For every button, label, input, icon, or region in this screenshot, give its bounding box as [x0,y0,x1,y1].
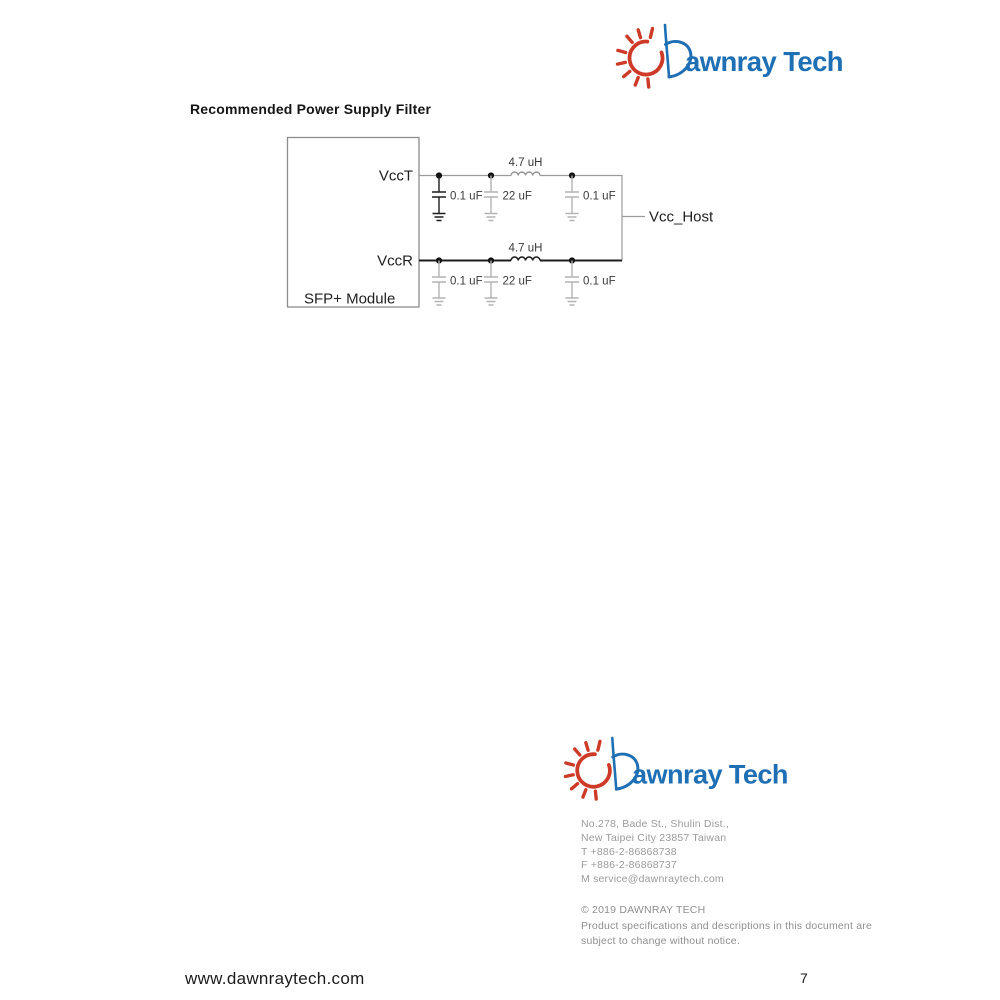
top-cap3-value: 0.1 uF [583,190,616,203]
copyright-line: © 2019 DAWNRAY TECH [581,904,706,916]
vccr-pin-label: VccR [377,252,413,270]
phone-telephone: T +886-2-86868738 [581,845,677,858]
legal-block [581,903,872,950]
sun-icon [565,741,609,799]
dawnray-logo-graphic [610,14,845,94]
top-cap3-icon [565,176,579,221]
dawnray-logo-graphic [558,727,790,806]
footer-page-number: 7 [800,970,808,986]
section-title: Recommended Power Supply Filter [190,101,432,117]
vcct-pin-label: VccT [378,167,413,185]
bottom-cap2-value: 22 uF [502,275,532,288]
brand-wordmark: awnray Tech [685,46,843,77]
footer-website: www.dawnraytech.com [185,969,365,988]
brand-wordmark: awnray Tech [632,758,788,790]
top-cap2-icon [484,176,498,221]
bottom-cap2-icon [484,261,498,306]
bottom-inductor-icon [511,257,540,260]
top-cap1-icon [432,176,446,221]
power-filter-schematic [280,132,720,317]
bottom-cap1-value: 0.1 uF [450,275,483,288]
sun-icon [618,29,663,88]
dawnray-logo-header [610,14,845,94]
vcc-host-label: Vcc_Host [649,208,714,226]
bottom-cap3-value: 0.1 uF [583,275,616,288]
email-address: M service@dawnraytech.com [581,873,724,886]
dawnray-logo-footer [558,727,790,806]
disclaimer-line-2: subject to change without notice. [581,935,740,947]
top-inductor-value: 4.7 uH [508,157,543,169]
contact-block [581,818,729,887]
sfp-module-box [288,138,420,308]
top-inductor-icon [511,172,540,175]
bottom-cap1-icon [432,261,446,306]
address-line-2: New Taipei City 23857 Taiwan [581,831,727,844]
sfp-module-label: SFP+ Module [304,290,396,308]
phone-fax: F +886-2-86868737 [581,859,677,872]
bottom-inductor-value: 4.7 uH [508,242,543,255]
bottom-cap3-icon [565,261,579,306]
junction-dots [436,172,575,263]
top-cap2-value: 22 uF [502,190,532,203]
top-cap1-value: 0.1 uF [450,190,483,203]
disclaimer-line-1: Product specifications and descriptions in this document are [581,919,872,932]
address-line-1: No.278, Bade St., Shulin Dist., [581,818,730,830]
